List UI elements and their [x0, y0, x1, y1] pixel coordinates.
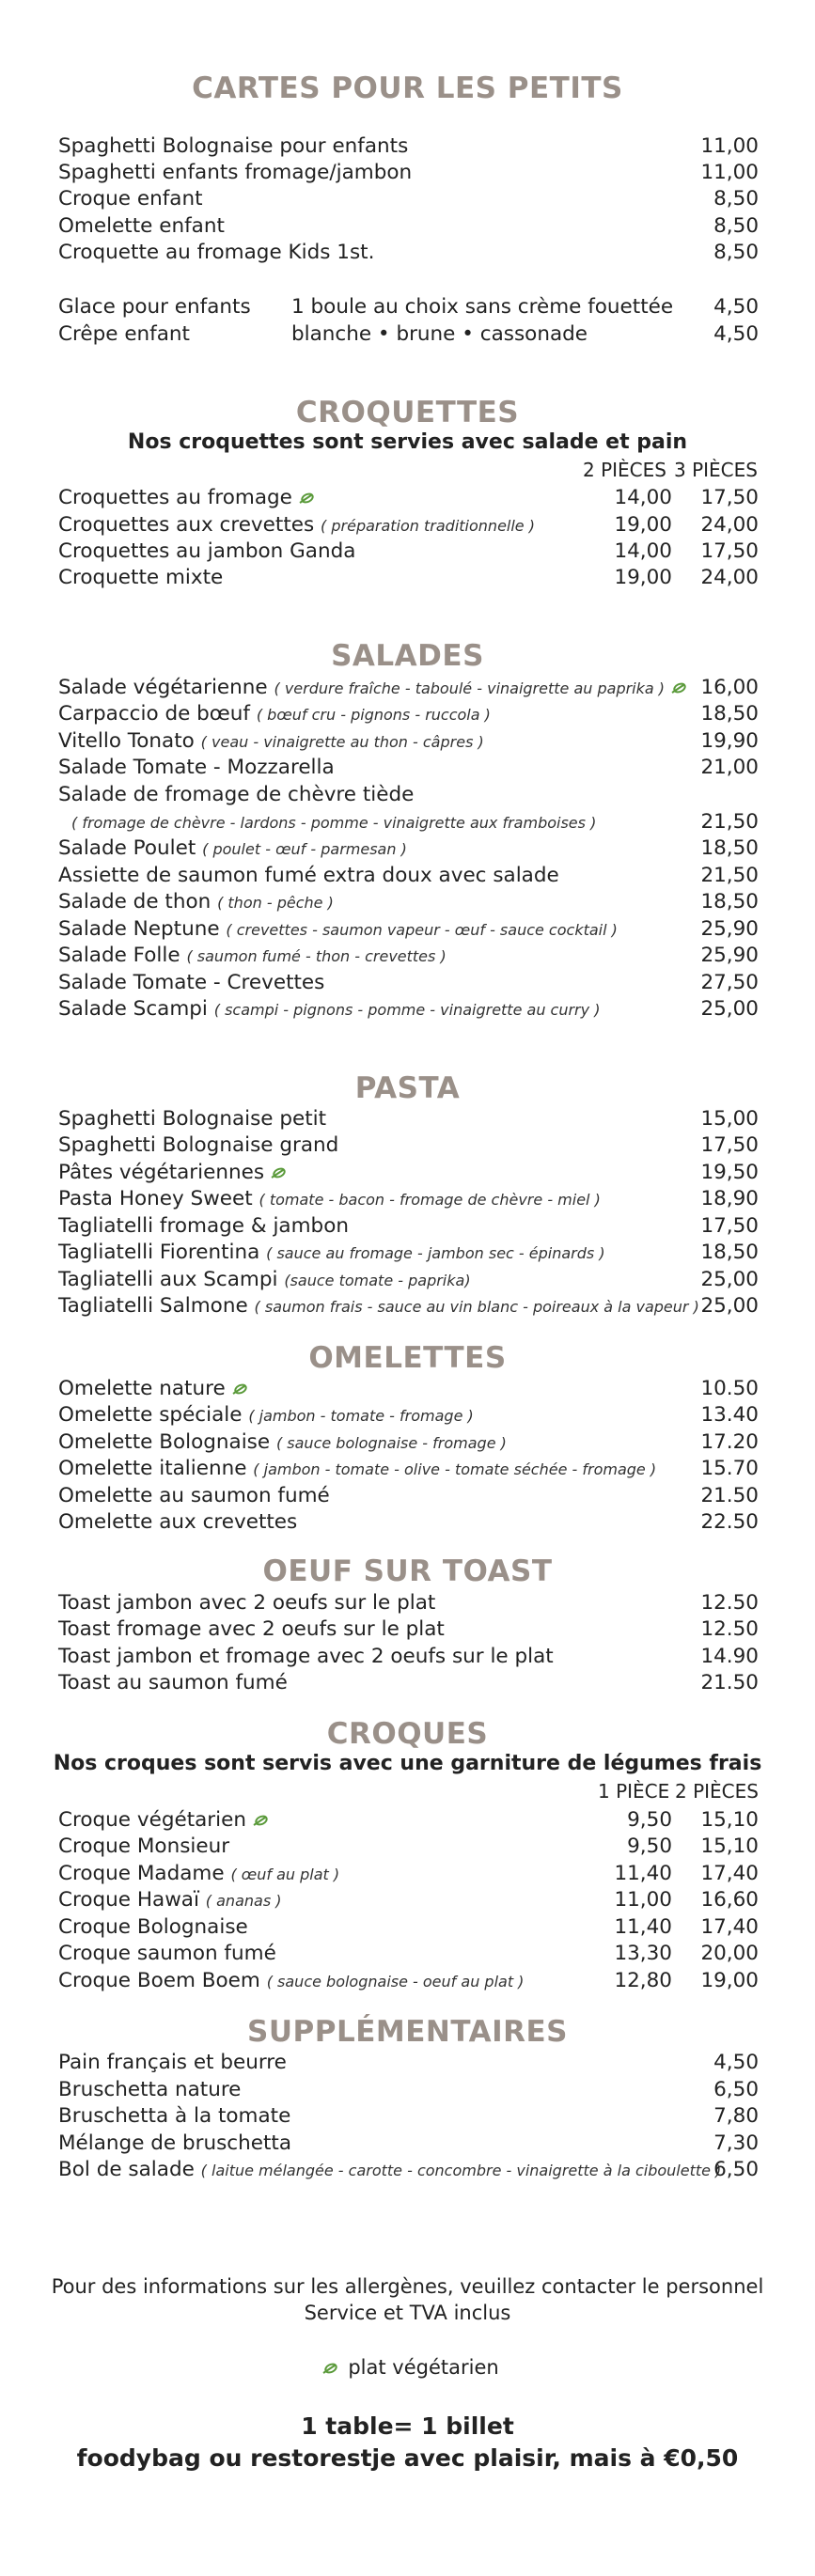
list-item: Croque Boem Boem ( sauce bolognaise - oeuf au plat ) 12,80 19,00 [58, 1969, 759, 1992]
list-item: Croquette au fromage Kids 1st. 8,50 [58, 241, 759, 264]
list-item: Spaghetti Bolognaise pour enfants 11,00 [58, 134, 759, 158]
list-item: Spaghetti Bolognaise grand 17,50 [58, 1133, 759, 1157]
list-item: Spaghetti enfants fromage/jambon 11,00 [58, 161, 759, 184]
list-item: Salade Neptune ( crevettes - saumon vapeur - œuf - sauce cocktail ) 25,90 [58, 917, 759, 941]
list-item: Toast au saumon fumé 21.50 [58, 1671, 759, 1694]
list-item: Salade de fromage de chèvre tiède [58, 783, 415, 806]
list-item: Croque végétarien 9,50 15,10 [58, 1808, 759, 1832]
list-item: Vitello Tonato ( veau - vinaigrette au thon - câpres ) 19,90 [58, 729, 759, 753]
list-item: Tagliatelli fromage & jambon 17,50 [58, 1214, 759, 1238]
list-item: Carpaccio de bœuf ( bœuf cru - pignons - ruccola ) 18,50 [58, 702, 759, 726]
list-item: Toast jambon avec 2 oeufs sur le plat 12.50 [58, 1591, 759, 1615]
list-item: Pain français et beurre 4,50 [58, 2051, 759, 2074]
column-header: 2 PIÈCES [675, 1780, 759, 1803]
service-note: Service et TVA inclus [304, 2302, 511, 2324]
list-item: Glace pour enfants 1 boule au choix sans crème fouettée 4,50 [58, 295, 759, 319]
list-item: ( fromage de chèvre - lardons - pomme - vinaigrette aux framboises ) 21,50 [71, 810, 759, 834]
section-title-petits: CARTES POUR LES PETITS [192, 71, 623, 105]
list-item: Omelette nature 10.50 [58, 1377, 759, 1400]
list-item: Omelette au saumon fumé 21.50 [58, 1484, 759, 1507]
croquettes-subtitle: Nos croquettes sont servies avec salade et pain [127, 430, 688, 454]
list-item: Croque Monsieur 9,50 15,10 [58, 1834, 759, 1858]
list-item: Salade végétarienne ( verdure fraîche - taboulé - vinaigrette au paprika ) 16,00 [58, 676, 759, 699]
section-title-omelettes: OMELETTES [308, 1341, 507, 1375]
section-title-salades: SALADES [331, 639, 484, 673]
section-title-croques: CROQUES [326, 1717, 489, 1751]
list-item: Crêpe enfant blanche • brune • cassonade 4,50 [58, 322, 759, 346]
list-item: Salade de thon ( thon - pêche ) 18,50 [58, 890, 759, 913]
list-item: Croque Hawaï ( ananas ) 11,00 16,60 [58, 1888, 759, 1912]
list-item: Croque saumon fumé 13,30 20,00 [58, 1942, 759, 1965]
list-item: Salade Poulet ( poulet - œuf - parmesan ) 18,50 [58, 836, 759, 860]
leaf-icon [670, 681, 689, 695]
veg-legend: plat végétarien [0, 2356, 815, 2379]
list-item: Tagliatelli Fiorentina ( sauce au fromage - jambon sec - épinards ) 18,50 [58, 1241, 759, 1264]
leaf-icon [270, 1166, 289, 1179]
list-item: Croque Madame ( œuf au plat ) 11,40 17,40 [58, 1862, 759, 1885]
column-header: 2 PIÈCES [583, 459, 666, 481]
list-item: Salade Tomate - Mozzarella 21,00 [58, 756, 759, 779]
section-title-oeuf-sur-toast: OEUF SUR TOAST [262, 1554, 553, 1588]
table-billet-note: 1 table= 1 billet [301, 2412, 514, 2440]
foodybag-note: foodybag ou restorestje avec plaisir, mais à €0,50 [76, 2444, 739, 2472]
leaf-icon [231, 1382, 250, 1396]
list-item: Assiette de saumon fumé extra doux avec salade 21,50 [58, 864, 759, 887]
list-item: Pâtes végétariennes 19,50 [58, 1161, 759, 1184]
list-item: Salade Folle ( saumon fumé - thon - crevettes ) 25,90 [58, 944, 759, 967]
list-item: Croquettes au jambon Ganda 14,00 17,50 [58, 539, 759, 563]
column-header: 1 PIÈCE [598, 1780, 670, 1803]
list-item: Spaghetti Bolognaise petit 15,00 [58, 1107, 759, 1131]
section-title-pasta: PASTA [354, 1071, 461, 1105]
list-item: Omelette Bolognaise ( sauce bolognaise - fromage ) 17.20 [58, 1430, 759, 1454]
section-title-supplementaires: SUPPLÉMENTAIRES [247, 2015, 568, 2049]
leaf-icon [321, 2362, 340, 2375]
list-item: Mélange de bruschetta 7,30 [58, 2131, 759, 2155]
list-item: Croque enfant 8,50 [58, 187, 759, 211]
list-item: Tagliatelli Salmone ( saumon frais - sauce au vin blanc - poireaux à la vapeur ) 25,00 [58, 1294, 759, 1318]
column-header: 3 PIÈCES [674, 459, 758, 481]
list-item: Omelette spéciale ( jambon - tomate - fromage ) 13.40 [58, 1403, 759, 1427]
list-item: Salade Tomate - Crevettes 27,50 [58, 971, 759, 994]
list-item: Omelette enfant 8,50 [58, 214, 759, 238]
list-item: Bol de salade ( laitue mélangée - carotte - concombre - vinaigrette à la ciboulette ) 6,50 [58, 2158, 759, 2181]
list-item: Salade Scampi ( scampi - pignons - pomme - vinaigrette au curry ) 25,00 [58, 997, 759, 1021]
croques-subtitle: Nos croques sont servis avec une garniture de légumes frais [53, 1752, 762, 1775]
list-item: Omelette aux crevettes 22.50 [58, 1510, 759, 1534]
leaf-icon [252, 1814, 271, 1827]
list-item: Toast fromage avec 2 oeufs sur le plat 12.50 [58, 1617, 759, 1641]
list-item: Bruschetta à la tomate 7,80 [58, 2104, 759, 2128]
list-item: Omelette italienne ( jambon - tomate - olive - tomate séchée - fromage ) 15.70 [58, 1457, 759, 1480]
list-item: Croquettes aux crevettes ( préparation traditionnelle ) 19,00 24,00 [58, 513, 759, 537]
list-item: Croquette mixte 19,00 24,00 [58, 566, 759, 589]
allergen-note: Pour des informations sur les allergènes, veuillez contacter le personnel [51, 2275, 764, 2298]
list-item: Tagliatelli aux Scampi (sauce tomate - paprika) 25,00 [58, 1268, 759, 1291]
list-item: Pasta Honey Sweet ( tomate - bacon - fromage de chèvre - miel ) 18,90 [58, 1187, 759, 1210]
list-item: Croque Bolognaise 11,40 17,40 [58, 1915, 759, 1939]
list-item: Toast jambon et fromage avec 2 oeufs sur le plat 14.90 [58, 1645, 759, 1668]
leaf-icon [298, 492, 317, 505]
list-item: Bruschetta nature 6,50 [58, 2078, 759, 2101]
list-item: Croquettes au fromage 14,00 17,50 [58, 486, 759, 509]
section-title-croquettes: CROQUETTES [295, 396, 520, 429]
